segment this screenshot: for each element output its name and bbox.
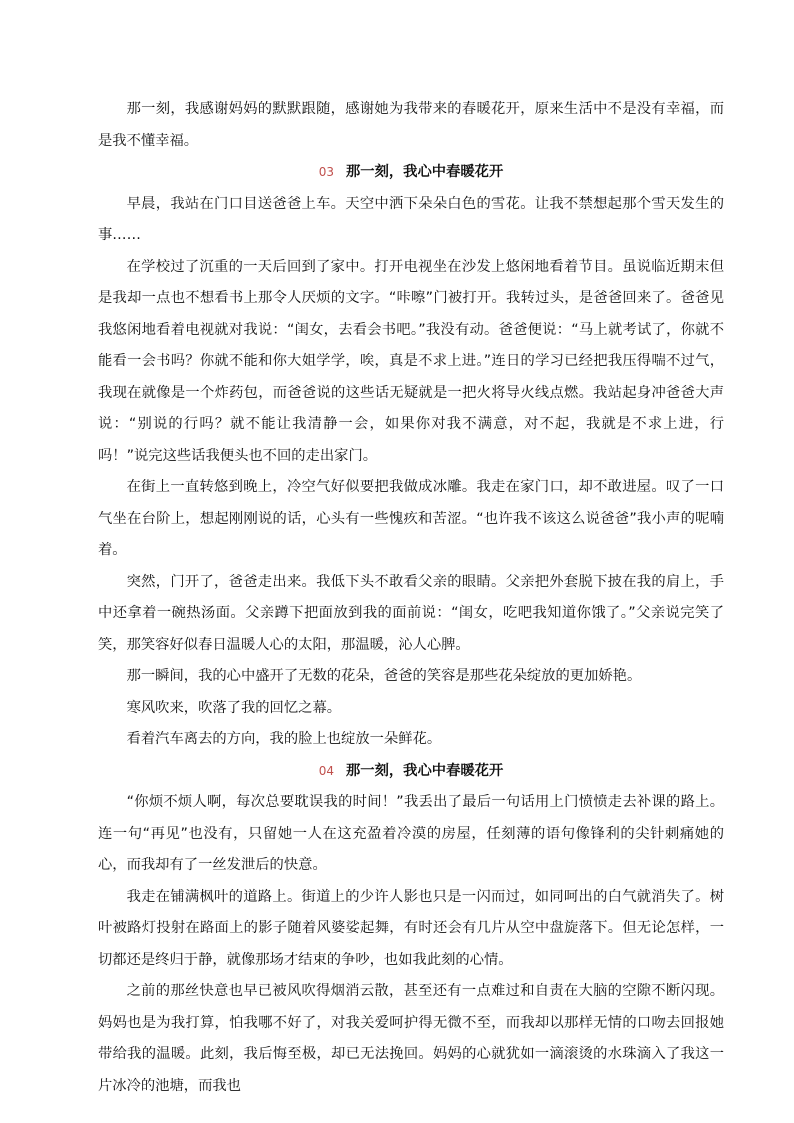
- paragraph: 那一刻，我感谢妈妈的默默跟随，感谢她为我带来的春暖花开，原来生活中不是没有幸福，而是我不懂幸福。: [98, 101, 724, 149]
- section-heading-04: [98, 756, 724, 788]
- paragraph: “你烦不烦人啊，每次总要耽误我的时间！”我丢出了最后一句话用上门愤愤走去补课的路上。连一句“再见”也没有，只留她一人在这充盈着冷漠的房屋，任刻薄的语句像锋利的尖针刺痛她的心，而我却有了一丝发泄后的快意。: [98, 794, 724, 873]
- paragraph: 寒风吹来，吹落了我的回忆之幕。: [126, 699, 342, 716]
- section-heading-03: [98, 157, 724, 189]
- paragraph: 那一瞬间，我的心中盛开了无数的花朵，爸爸的笑容是那些花朵绽放的更加娇艳。: [126, 668, 642, 684]
- section-number: 04: [318, 763, 334, 778]
- section-number: 03: [318, 165, 334, 179]
- paragraph: 之前的那丝快意也早已被风吹得烟消云散，甚至还有一点难过和自责在大脑的空隙不断闪现。妈妈也是为我打算，怕我哪不好了，对我关爱呵护得无微不至，而我却以那样无情的口吻去回报她带给我的温暖。此刻，我后悔至极，却已无法挽回。妈妈的心就犹如一滴滚烫的水珠滴入了我这一片冰冷的池塘，而我也: [98, 983, 724, 1094]
- section-title: 那一刻，我心中春暖花开: [346, 164, 504, 180]
- section-title: 那一刻，我心中春暖花开: [346, 762, 504, 779]
- paragraph: 在街上一直转悠到晚上，冷空气好似要把我做成冰雕。我走在家门口，却不敢进屋。叹了一口气坐在台阶上，想起刚刚说的话，心头有一些愧疚和苦涩。“也许我不该这么说爸爸”我小声的呢喃着。: [98, 479, 724, 558]
- document-page: [98, 94, 724, 1102]
- paragraph: 早晨，我站在门口目送爸爸上车。天空中洒下朵朵白色的雪花。让我不禁想起那个雪天发生的事……: [98, 195, 724, 243]
- paragraph: 在学校过了沉重的一天后回到了家中。打开电视坐在沙发上悠闲地看着节目。虽说临近期末但是我却一点也不想看书上那令人厌烦的文字。“咔嚓”门被打开。我转过头，是爸爸回来了。爸爸见我悠闲地看着电视就对我说：“闺女，去看会书吧。”我没有动。爸爸便说：“马上就考试了，你就不能看一会书吗？你就不能和你大姐学学，唉，真是不求上进。”连日的学习已经把我压得喘不过气，我现在就像是一个炸药包，而爸爸说的这些话无疑就是一把火将导火线点燃。我站起身冲爸爸大声说：“别说的行吗？就不能让我清静一会，如果你对我不满意，对不起，我就是不求上进，行吗！”说完这些话我便头也不回的走出家门。: [98, 258, 724, 464]
- paragraph: 看着汽车离去的方向，我的脸上也绽放一朵鲜花。: [126, 731, 442, 747]
- paragraph: 突然，门开了，爸爸走出来。我低下头不敢看父亲的眼睛。父亲把外套脱下披在我的肩上，手中还拿着一碗热汤面。父亲蹲下把面放到我的面前说：“闺女，吃吧我知道你饿了。”父亲说完笑了笑，那笑容好似春日温暖人心的太阳，那温暖，沁人心脾。: [98, 573, 724, 653]
- paragraph: 我走在铺满枫叶的道路上。街道上的少许人影也只是一闪而过，如同呵出的白气就消失了。树叶被路灯投射在路面上的影子随着风婆娑起舞，有时还会有几片从空中盘旋落下。但无论怎样，一切都还是终归于静，就像那场才结束的争吵，也如我此刻的心情。: [98, 888, 724, 968]
